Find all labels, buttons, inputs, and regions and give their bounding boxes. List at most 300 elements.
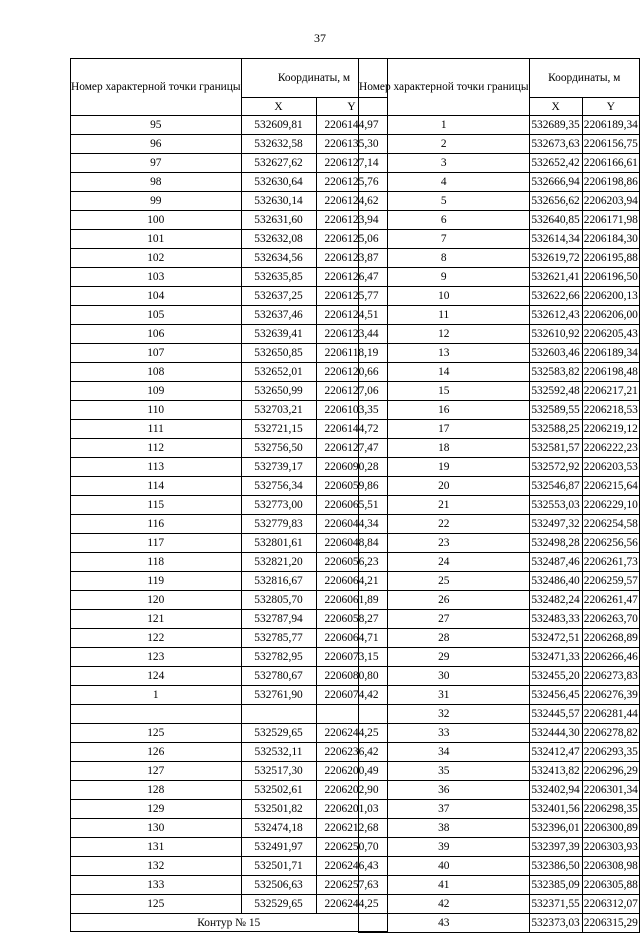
y-coordinate-cell: 2206261,47: [582, 591, 639, 610]
x-coordinate-cell: 532455,20: [529, 667, 582, 686]
point-number-cell: 40: [359, 857, 530, 876]
header-coordinates: Координаты, м: [529, 59, 639, 98]
x-coordinate-cell: 532609,81: [241, 116, 316, 135]
table-row: [359, 116, 640, 135]
y-coordinate-cell: 2206059,86: [316, 477, 387, 496]
y-coordinate-cell: 2206125,06: [316, 230, 387, 249]
table-row: [71, 344, 388, 363]
x-coordinate-cell: 532689,35: [529, 116, 582, 135]
y-coordinate-cell: 2206259,57: [582, 572, 639, 591]
point-number-cell: 117: [71, 534, 242, 553]
table-row: [71, 876, 388, 895]
x-coordinate-cell: 532483,33: [529, 610, 582, 629]
y-coordinate-cell: 2206090,28: [316, 458, 387, 477]
y-coordinate-cell: 2206229,10: [582, 496, 639, 515]
x-coordinate-cell: 532498,28: [529, 534, 582, 553]
point-number-cell: 100: [71, 211, 242, 230]
y-coordinate-cell: 2206315,29: [582, 914, 639, 933]
table-row: [359, 211, 640, 230]
point-number-cell: 128: [71, 781, 242, 800]
point-number-cell: 22: [359, 515, 530, 534]
table-row: [359, 382, 640, 401]
point-number-cell: 114: [71, 477, 242, 496]
y-coordinate-cell: 2206281,44: [582, 705, 639, 724]
table-row: [359, 572, 640, 591]
table-row: [359, 781, 640, 800]
point-number-cell: 21: [359, 496, 530, 515]
point-number-cell: 103: [71, 268, 242, 287]
table-row: [71, 667, 388, 686]
y-coordinate-cell: 2206065,51: [316, 496, 387, 515]
table-row: [71, 496, 388, 515]
x-coordinate-cell: 532583,82: [529, 363, 582, 382]
point-number-cell: 118: [71, 553, 242, 572]
table-row: [71, 895, 388, 914]
x-coordinate-cell: 532639,41: [241, 325, 316, 344]
point-number-cell: 8: [359, 249, 530, 268]
point-number-cell: 1: [71, 686, 242, 705]
y-coordinate-cell: 2206058,27: [316, 610, 387, 629]
header-x: X: [241, 98, 316, 116]
x-coordinate-cell: 532497,32: [529, 515, 582, 534]
x-coordinate-cell: 532621,41: [529, 268, 582, 287]
point-number-cell: 104: [71, 287, 242, 306]
table-row: [359, 686, 640, 705]
y-coordinate-cell: 2206056,23: [316, 553, 387, 572]
table-row: [359, 230, 640, 249]
point-number-cell: 109: [71, 382, 242, 401]
point-number-cell: 111: [71, 420, 242, 439]
y-coordinate-cell: 2206257,63: [316, 876, 387, 895]
y-coordinate-cell: 2206268,89: [582, 629, 639, 648]
y-coordinate-cell: 2206144,72: [316, 420, 387, 439]
y-coordinate-cell: 2206125,77: [316, 287, 387, 306]
point-number-cell: 119: [71, 572, 242, 591]
table-row: [71, 591, 388, 610]
y-coordinate-cell: 2206266,46: [582, 648, 639, 667]
point-number-cell: 24: [359, 553, 530, 572]
point-number-cell: 36: [359, 781, 530, 800]
table-row: [359, 325, 640, 344]
y-coordinate-cell: 2206064,71: [316, 629, 387, 648]
table-row: [71, 572, 388, 591]
y-coordinate-cell: 2206298,35: [582, 800, 639, 819]
table-row: [71, 648, 388, 667]
point-number-cell: 7: [359, 230, 530, 249]
x-coordinate-cell: 532444,30: [529, 724, 582, 743]
table-row: [71, 458, 388, 477]
table-row: [71, 192, 388, 211]
table-row: [71, 439, 388, 458]
point-number-cell: 108: [71, 363, 242, 382]
table-row: [71, 686, 388, 705]
y-coordinate-cell: 2206256,56: [582, 534, 639, 553]
table-row: [71, 610, 388, 629]
table-row: [359, 553, 640, 572]
table-row: [359, 857, 640, 876]
point-number-cell: 112: [71, 439, 242, 458]
y-coordinate-cell: 2206080,80: [316, 667, 387, 686]
point-number-cell: 6: [359, 211, 530, 230]
y-coordinate-cell: 2206206,00: [582, 306, 639, 325]
x-coordinate-cell: 532631,60: [241, 211, 316, 230]
x-coordinate-cell: 532529,65: [241, 895, 316, 914]
point-number-cell: 29: [359, 648, 530, 667]
x-coordinate-cell: 532816,67: [241, 572, 316, 591]
x-coordinate-cell: 532474,18: [241, 819, 316, 838]
table-row: [359, 819, 640, 838]
y-coordinate-cell: 2206205,43: [582, 325, 639, 344]
table-row: [71, 743, 388, 762]
table-row: [71, 230, 388, 249]
y-coordinate-cell: 2206166,61: [582, 154, 639, 173]
coordinates-table-left: [70, 58, 388, 932]
x-coordinate-cell: 532413,82: [529, 762, 582, 781]
x-coordinate-cell: 532614,34: [529, 230, 582, 249]
point-number-cell: 107: [71, 344, 242, 363]
table-row: [71, 800, 388, 819]
point-number-cell: 20: [359, 477, 530, 496]
point-number-cell: 106: [71, 325, 242, 344]
y-coordinate-cell: 2206126,47: [316, 268, 387, 287]
table-row: [71, 705, 388, 724]
y-coordinate-cell: 2206073,15: [316, 648, 387, 667]
point-number-cell: [71, 705, 242, 724]
y-coordinate-cell: 2206124,51: [316, 306, 387, 325]
point-number-cell: 12: [359, 325, 530, 344]
x-coordinate-cell: 532588,25: [529, 420, 582, 439]
header-x: X: [529, 98, 582, 116]
table-row: [71, 116, 388, 135]
point-number-cell: 95: [71, 116, 242, 135]
header-point-number: Номер характерной точки границы: [359, 59, 530, 116]
table-row: [71, 135, 388, 154]
y-coordinate-cell: 2206189,34: [582, 344, 639, 363]
y-coordinate-cell: 2206246,43: [316, 857, 387, 876]
x-coordinate-cell: 532572,92: [529, 458, 582, 477]
table-row: [71, 534, 388, 553]
point-number-cell: 110: [71, 401, 242, 420]
table-row: [71, 382, 388, 401]
x-coordinate-cell: 532756,50: [241, 439, 316, 458]
y-coordinate-cell: 2206254,58: [582, 515, 639, 534]
page-number: 37: [314, 31, 326, 45]
table-row: [359, 743, 640, 762]
x-coordinate-cell: 532610,92: [529, 325, 582, 344]
table-row: [71, 629, 388, 648]
point-number-cell: 43: [359, 914, 530, 933]
y-coordinate-cell: 2206123,87: [316, 249, 387, 268]
table-row: [359, 135, 640, 154]
table-row: [359, 762, 640, 781]
point-number-cell: 13: [359, 344, 530, 363]
point-number-cell: 34: [359, 743, 530, 762]
table-row: [359, 800, 640, 819]
y-coordinate-cell: 2206064,21: [316, 572, 387, 591]
point-number-cell: 31: [359, 686, 530, 705]
table-row: [71, 211, 388, 230]
x-coordinate-cell: 532632,08: [241, 230, 316, 249]
x-coordinate-cell: 532632,58: [241, 135, 316, 154]
x-coordinate-cell: 532373,03: [529, 914, 582, 933]
table-row: [359, 268, 640, 287]
table-row: [359, 173, 640, 192]
point-number-cell: 122: [71, 629, 242, 648]
point-number-cell: 5: [359, 192, 530, 211]
y-coordinate-cell: 2206250,70: [316, 838, 387, 857]
y-coordinate-cell: 2206293,35: [582, 743, 639, 762]
x-coordinate-cell: 532739,17: [241, 458, 316, 477]
x-coordinate-cell: 532787,94: [241, 610, 316, 629]
y-coordinate-cell: 2206184,30: [582, 230, 639, 249]
y-coordinate-cell: 2206200,13: [582, 287, 639, 306]
table-row: [71, 781, 388, 800]
table-row: [71, 420, 388, 439]
table-row: [359, 306, 640, 325]
y-coordinate-cell: 2206212,68: [316, 819, 387, 838]
point-number-cell: 11: [359, 306, 530, 325]
y-coordinate-cell: 2206125,76: [316, 173, 387, 192]
y-coordinate-cell: 2206156,75: [582, 135, 639, 154]
x-coordinate-cell: 532589,55: [529, 401, 582, 420]
x-coordinate-cell: 532412,47: [529, 743, 582, 762]
table-row: [359, 838, 640, 857]
x-coordinate-cell: 532471,33: [529, 648, 582, 667]
x-coordinate-cell: 532630,64: [241, 173, 316, 192]
table-row: [359, 344, 640, 363]
table-row: [359, 154, 640, 173]
table-row: [359, 648, 640, 667]
point-number-cell: 41: [359, 876, 530, 895]
y-coordinate-cell: 2206296,29: [582, 762, 639, 781]
table-row: [359, 591, 640, 610]
y-coordinate-cell: 2206244,25: [316, 724, 387, 743]
x-coordinate-cell: 532386,50: [529, 857, 582, 876]
x-coordinate-cell: 532650,99: [241, 382, 316, 401]
x-coordinate-cell: 532622,66: [529, 287, 582, 306]
point-number-cell: 17: [359, 420, 530, 439]
table-row: [71, 724, 388, 743]
x-coordinate-cell: 532673,63: [529, 135, 582, 154]
point-number-cell: 26: [359, 591, 530, 610]
point-number-cell: 129: [71, 800, 242, 819]
point-number-cell: 9: [359, 268, 530, 287]
table-row: [71, 857, 388, 876]
table-row: [71, 401, 388, 420]
x-coordinate-cell: 532721,15: [241, 420, 316, 439]
table-row: [359, 876, 640, 895]
y-coordinate-cell: 2206118,19: [316, 344, 387, 363]
point-number-cell: 98: [71, 173, 242, 192]
x-coordinate-cell: 532779,83: [241, 515, 316, 534]
y-coordinate-cell: 2206312,07: [582, 895, 639, 914]
point-number-cell: 38: [359, 819, 530, 838]
x-coordinate-cell: 532630,14: [241, 192, 316, 211]
y-coordinate-cell: 2206127,14: [316, 154, 387, 173]
x-coordinate-cell: 532635,85: [241, 268, 316, 287]
table-row: [71, 838, 388, 857]
x-coordinate-cell: 532627,62: [241, 154, 316, 173]
point-number-cell: 124: [71, 667, 242, 686]
x-coordinate-cell: 532506,63: [241, 876, 316, 895]
x-coordinate-cell: 532656,62: [529, 192, 582, 211]
y-coordinate-cell: 2206201,03: [316, 800, 387, 819]
table-row: [359, 249, 640, 268]
x-coordinate-cell: [241, 705, 316, 724]
x-coordinate-cell: 532637,25: [241, 287, 316, 306]
x-coordinate-cell: 532821,20: [241, 553, 316, 572]
table-row: [359, 477, 640, 496]
x-coordinate-cell: 532603,46: [529, 344, 582, 363]
y-coordinate-cell: 2206236,42: [316, 743, 387, 762]
point-number-cell: 121: [71, 610, 242, 629]
table-row: [71, 553, 388, 572]
table-row: [71, 477, 388, 496]
point-number-cell: 133: [71, 876, 242, 895]
y-coordinate-cell: 2206144,97: [316, 116, 387, 135]
x-coordinate-cell: 532529,65: [241, 724, 316, 743]
table-row: [71, 154, 388, 173]
y-coordinate-cell: 2206103,35: [316, 401, 387, 420]
y-coordinate-cell: 2206222,23: [582, 439, 639, 458]
point-number-cell: 101: [71, 230, 242, 249]
x-coordinate-cell: 532650,85: [241, 344, 316, 363]
point-number-cell: 130: [71, 819, 242, 838]
table-row: [359, 192, 640, 211]
y-coordinate-cell: 2206196,50: [582, 268, 639, 287]
x-coordinate-cell: 532785,77: [241, 629, 316, 648]
y-coordinate-cell: 2206200,49: [316, 762, 387, 781]
point-number-cell: 10: [359, 287, 530, 306]
table-row: [359, 458, 640, 477]
table-row: [359, 496, 640, 515]
point-number-cell: 37: [359, 800, 530, 819]
table-row: [359, 363, 640, 382]
table-row: [359, 914, 640, 933]
point-number-cell: 120: [71, 591, 242, 610]
x-coordinate-cell: 532801,61: [241, 534, 316, 553]
x-coordinate-cell: 532396,01: [529, 819, 582, 838]
point-number-cell: 126: [71, 743, 242, 762]
point-number-cell: 125: [71, 895, 242, 914]
y-coordinate-cell: 2206198,86: [582, 173, 639, 192]
x-coordinate-cell: 532805,70: [241, 591, 316, 610]
point-number-cell: 32: [359, 705, 530, 724]
point-number-cell: 97: [71, 154, 242, 173]
y-coordinate-cell: 2206263,70: [582, 610, 639, 629]
x-coordinate-cell: 532652,42: [529, 154, 582, 173]
y-coordinate-cell: 2206218,53: [582, 401, 639, 420]
x-coordinate-cell: 532703,21: [241, 401, 316, 420]
point-number-cell: 27: [359, 610, 530, 629]
point-number-cell: 14: [359, 363, 530, 382]
y-coordinate-cell: 2206120,66: [316, 363, 387, 382]
table-row: [359, 515, 640, 534]
point-number-cell: 105: [71, 306, 242, 325]
point-number-cell: 96: [71, 135, 242, 154]
y-coordinate-cell: 2206305,88: [582, 876, 639, 895]
x-coordinate-cell: 532401,56: [529, 800, 582, 819]
x-coordinate-cell: 532385,09: [529, 876, 582, 895]
point-number-cell: 4: [359, 173, 530, 192]
x-coordinate-cell: 532445,57: [529, 705, 582, 724]
x-coordinate-cell: 532456,45: [529, 686, 582, 705]
x-coordinate-cell: 532486,40: [529, 572, 582, 591]
table-row: [71, 249, 388, 268]
x-coordinate-cell: 532637,46: [241, 306, 316, 325]
x-coordinate-cell: 532612,43: [529, 306, 582, 325]
table-row: [359, 287, 640, 306]
y-coordinate-cell: 2206217,21: [582, 382, 639, 401]
table-row: [359, 439, 640, 458]
x-coordinate-cell: 532619,72: [529, 249, 582, 268]
y-coordinate-cell: 2206244,25: [316, 895, 387, 914]
point-number-cell: 132: [71, 857, 242, 876]
header-point-number: Номер характерной точки границы: [71, 59, 242, 116]
x-coordinate-cell: 532756,34: [241, 477, 316, 496]
y-coordinate-cell: 2206135,30: [316, 135, 387, 154]
point-number-cell: 25: [359, 572, 530, 591]
x-coordinate-cell: 532397,39: [529, 838, 582, 857]
x-coordinate-cell: 532501,71: [241, 857, 316, 876]
y-coordinate-cell: 2206219,12: [582, 420, 639, 439]
x-coordinate-cell: 532634,56: [241, 249, 316, 268]
y-coordinate-cell: 2206171,98: [582, 211, 639, 230]
x-coordinate-cell: 532487,46: [529, 553, 582, 572]
header-y: Y: [582, 98, 639, 116]
x-coordinate-cell: 532502,61: [241, 781, 316, 800]
point-number-cell: 99: [71, 192, 242, 211]
x-coordinate-cell: 532761,90: [241, 686, 316, 705]
point-number-cell: 18: [359, 439, 530, 458]
x-coordinate-cell: 532640,85: [529, 211, 582, 230]
table-row: [359, 667, 640, 686]
header-coordinates: Координаты, м: [241, 59, 387, 98]
x-coordinate-cell: 532652,01: [241, 363, 316, 382]
x-coordinate-cell: 532592,48: [529, 382, 582, 401]
point-number-cell: 125: [71, 724, 242, 743]
y-coordinate-cell: 2206203,53: [582, 458, 639, 477]
x-coordinate-cell: 532546,87: [529, 477, 582, 496]
contour-label-row: [71, 914, 388, 932]
y-coordinate-cell: 2206300,89: [582, 819, 639, 838]
table-row: [359, 610, 640, 629]
point-number-cell: 42: [359, 895, 530, 914]
y-coordinate-cell: 2206303,93: [582, 838, 639, 857]
header-y: Y: [316, 98, 387, 116]
y-coordinate-cell: 2206202,90: [316, 781, 387, 800]
table-row: [71, 306, 388, 325]
y-coordinate-cell: 2206074,42: [316, 686, 387, 705]
x-coordinate-cell: 532666,94: [529, 173, 582, 192]
y-coordinate-cell: 2206215,64: [582, 477, 639, 496]
point-number-cell: 35: [359, 762, 530, 781]
y-coordinate-cell: 2206044,34: [316, 515, 387, 534]
point-number-cell: 30: [359, 667, 530, 686]
point-number-cell: 1: [359, 116, 530, 135]
contour-label: Контур № 15: [71, 914, 388, 932]
table-row: [359, 401, 640, 420]
x-coordinate-cell: 532482,24: [529, 591, 582, 610]
point-number-cell: 19: [359, 458, 530, 477]
point-number-cell: 2: [359, 135, 530, 154]
table-row: [71, 173, 388, 192]
point-number-cell: 123: [71, 648, 242, 667]
y-coordinate-cell: 2206123,94: [316, 211, 387, 230]
y-coordinate-cell: 2206195,88: [582, 249, 639, 268]
x-coordinate-cell: 532501,82: [241, 800, 316, 819]
point-number-cell: 113: [71, 458, 242, 477]
